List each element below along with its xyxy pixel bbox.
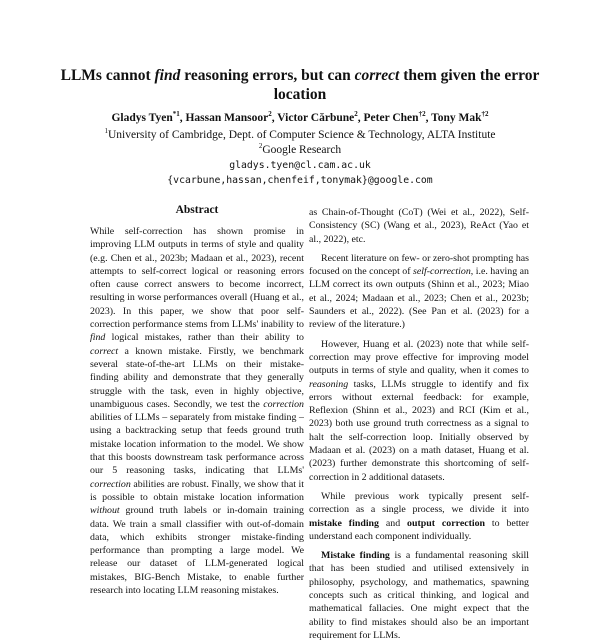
- intro-text: While previous work typically present self-correction as a single process, we divide it into: [309, 490, 529, 516]
- abstract-emph: correction: [263, 398, 304, 410]
- intro-text: , i.e. having an LLM correct its own outputs (Shinn et al., 2023; Miao et al., 2024; Madaan et al., 2023; Chen et al., 2023b; Saunders et al., 2022). (See Pan et al. (2023) for a review of the literature.): [309, 266, 529, 331]
- intro-emph: reasoning: [309, 378, 349, 390]
- abstract-text: ground truth labels or in-domain training data. We train a small classifier with out-of-domain data, which exhibits stronger mistake-finding performance than prompting a large model. We release our dataset of LLM-generated logical mistakes, BIG-Bench Mistake, to enable further research into locating LLM reasoning mistakes.: [90, 505, 304, 597]
- author-name: Victor Cărbune: [277, 112, 355, 124]
- affiliation-text: Google Research: [262, 144, 342, 156]
- intro-text: Recent literature on few- or zero-shot prompting has focused on the concept of: [309, 252, 529, 278]
- author-name: Hassan Mansoor: [185, 112, 269, 124]
- author-list: Gladys Tyen$^{*1}$, Hassan Mansoor$^2$, Victor Cărbune$^2$, Peter Chen$^{\dagger 2}$, Tony Mak$^{\dagger 2}$: [111, 110, 489, 124]
- intro-paragraph: as Chain-of-Thought (CoT) (Wei et al., 2022), Self-Consistency (SC) (Wang et al., 2023), ReAct (Yao et al., 2022), etc.: [309, 207, 529, 245]
- intro-body: [309, 206, 529, 642]
- intro-text: and: [379, 517, 408, 529]
- affiliation-mark: 1: [104, 127, 108, 136]
- intro-text: to better understand each component individually.: [309, 517, 529, 542]
- intro-bold: mistake finding: [309, 517, 379, 529]
- abstract-heading: Abstract: [175, 204, 219, 216]
- paper-title: [60, 66, 540, 104]
- intro-bold: output correction: [407, 517, 486, 529]
- author-mark: *1: [172, 110, 180, 119]
- title-part: them given the error: [399, 67, 540, 84]
- affiliation-2: [40, 143, 560, 157]
- author-name: Gladys Tyen: [111, 112, 173, 124]
- title-emph-correct: correct: [354, 67, 400, 84]
- affiliation-mark: 2: [258, 142, 263, 151]
- intro-text: However, Huang et al. (2023) note that while self-correction may prove effective for improving model outputs in terms of style and quality, when it comes to: [309, 338, 529, 377]
- title-part: reasoning errors, but can: [180, 67, 355, 84]
- abstract-emph: correct: [90, 345, 119, 357]
- author-mark: †2: [418, 110, 426, 119]
- intro-emph: self-correction: [413, 266, 471, 278]
- intro-paragraph: [309, 252, 529, 332]
- author-mark: 2: [354, 110, 358, 119]
- abstract-emph: without: [90, 505, 120, 517]
- abstract-text: logical mistakes, rather than their ability to: [105, 332, 304, 344]
- email-2: {vcarbune,hassan,chenfeif,tonymak}@google.com: [167, 175, 433, 186]
- intro-paragraph: [309, 338, 529, 484]
- title-part: LLMs cannot: [60, 67, 155, 84]
- abstract-emph: find: [90, 332, 106, 344]
- abstract-text: abilities of LLMs – separately from mistake finding – using a backtracking setup that feeds ground truth mistake location information to the model. We show that this boosts downstream task performance across our 5 reasoning tasks, indicating that LLMs': [90, 412, 304, 477]
- abstract-text: abilities are robust. Finally, we show that it is possible to obtain mistake location information: [90, 478, 304, 503]
- email-1: gladys.tyen@cl.cam.ac.uk: [229, 160, 371, 171]
- author-name: Tony Mak: [431, 112, 482, 124]
- title-emph-find: find: [154, 67, 181, 84]
- author-mark: 2: [268, 110, 272, 119]
- author-mark: †2: [481, 110, 489, 119]
- author-name: Peter Chen: [363, 112, 419, 124]
- intro-bold: Mistake finding: [321, 550, 390, 562]
- intro-paragraph: [309, 549, 529, 642]
- affiliation-text: University of Cambridge, Dept. of Computer Science & Technology, ALTA Institute: [107, 129, 496, 141]
- abstract-text: While self-correction has shown promise in improving LLM outputs in terms of style and quality (e.g. Chen et al., 2023b; Madaan et al., 2023), recent attempts to self-correct logical or reasoning errors often cause correct answers to become incorrect, resulting in worse performances overall (Huang et al., 2023). In this paper, we show that poor self-correction performance stems from LLMs' inability to: [90, 226, 304, 331]
- intro-text: tasks, LLMs struggle to identify and fix errors without external feedback: for example, Reflexion (Shinn et al., 2023) and RCI (Kim et al., 2023) both use ground truth correctness as a signal to halt the self-correction loop. Initially observed by Madaan et al. (2023) on a math dataset, Huang et al. (2023) further demonstrate this shortcoming of self-correction in 2 additional datasets.: [309, 378, 529, 483]
- intro-text: is a fundamental reasoning skill that has been studied and utilised extensively in philosophy, psychology, and mathematics, spawning concepts such as critical thinking, and logical and mathematical fallacies. One might expect that the ability to find mistakes should also be an important requirement for LLMs.: [309, 550, 529, 641]
- abstract-emph: correction: [90, 478, 131, 490]
- affiliation-1: [40, 128, 560, 142]
- title-part: location: [273, 86, 327, 103]
- abstract-text: a known mistake. Firstly, we benchmark several state-of-the-art LLMs on their mistake-finding ability and demonstrate that they generally struggle with the task, even in highly objective, unambiguous cases. Secondly, we test the: [90, 345, 304, 410]
- intro-paragraph: [309, 490, 529, 543]
- abstract-body: [90, 225, 304, 597]
